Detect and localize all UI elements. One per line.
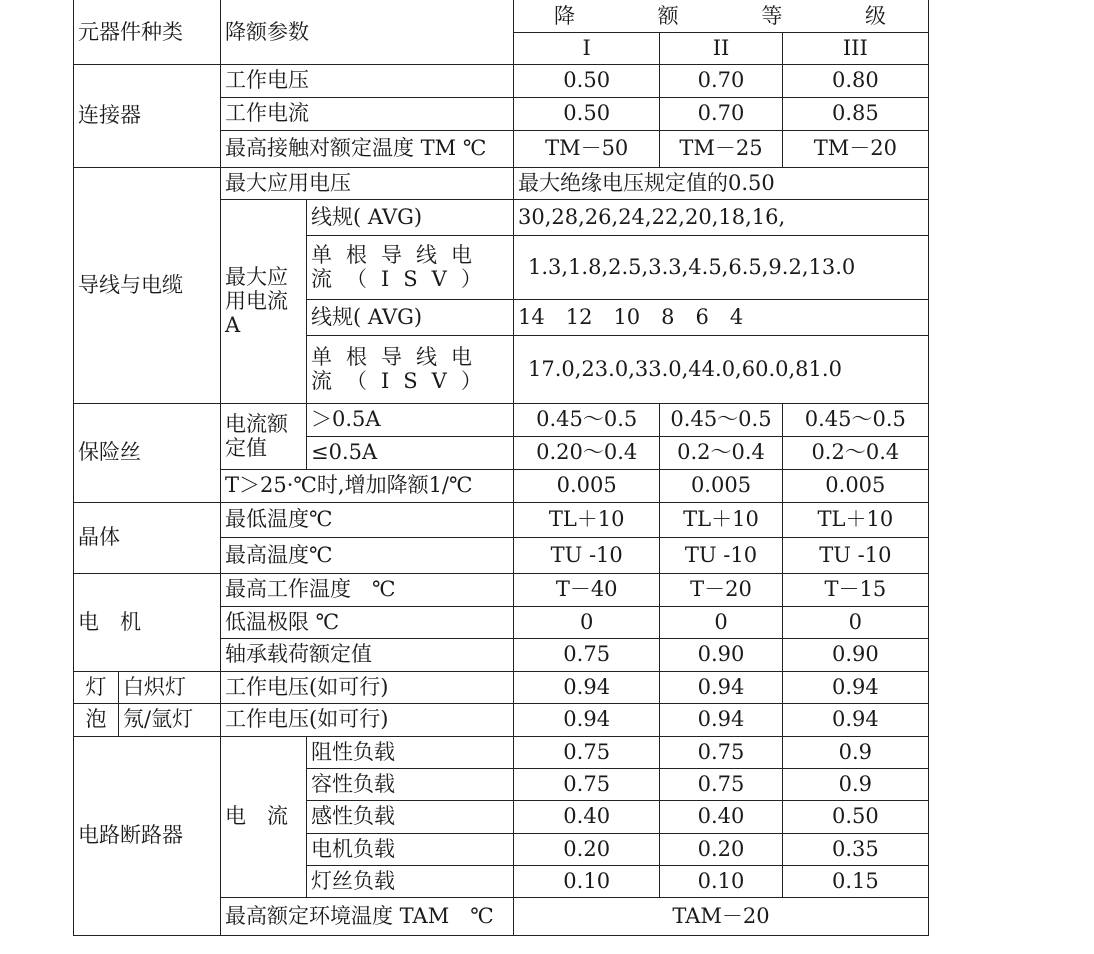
header-param: 降额参数 [221, 0, 514, 64]
value-cell: 0.9 [782, 736, 928, 768]
value-cell: 0.15 [782, 865, 928, 897]
value-cell: 0.45～0.5 [514, 403, 660, 436]
header-level-1: I [514, 32, 660, 64]
category-fuse: 保险丝 [74, 403, 221, 502]
value-cell: 0.70 [660, 97, 782, 130]
value-cell: TU -10 [782, 537, 928, 573]
value-cell: TU -10 [514, 537, 660, 573]
category-connector: 连接器 [74, 64, 221, 167]
param-cell: 工作电压 [221, 64, 514, 97]
category-crystal: 晶体 [74, 502, 221, 573]
param-cell: 最高工作温度 ℃ [221, 573, 514, 606]
value-cell: 0.005 [782, 469, 928, 502]
param-cell: 容性负载 [307, 768, 514, 800]
value-cell: TM－25 [660, 130, 782, 167]
value-cell: 0 [660, 606, 782, 638]
header-level-2: II [660, 32, 782, 64]
value-cell: 14 12 10 8 6 4 [514, 299, 929, 335]
category-breaker: 电路断路器 [74, 736, 221, 935]
param-cell: 最高接触对额定温度 TM ℃ [221, 130, 514, 167]
value-cell: 1.3,1.8,2.5,3.3,4.5,6.5,9.2,13.0 [514, 235, 929, 299]
param-cell: 灯丝负载 [307, 865, 514, 897]
value-cell: 0.94 [514, 671, 660, 703]
value-cell: 0.90 [660, 638, 782, 671]
value-cell: 0.85 [782, 97, 928, 130]
value-cell: 0.94 [782, 671, 928, 703]
category-motor: 电 机 [74, 573, 221, 671]
param-cell: 低温极限 ℃ [221, 606, 514, 638]
value-cell: TM－50 [514, 130, 660, 167]
category-lamp-bottom: 泡 [74, 703, 119, 736]
param-cell: 工作电压(如可行) [221, 703, 514, 736]
value-cell: 0.75 [660, 736, 782, 768]
value-cell: TL＋10 [514, 502, 660, 537]
value-cell: 0.94 [514, 703, 660, 736]
category-lamp-top: 灯 [74, 671, 119, 703]
value-cell: 0 [514, 606, 660, 638]
param-cell: 最高温度℃ [221, 537, 514, 573]
value-cell: 0.10 [514, 865, 660, 897]
value-cell: 0.50 [514, 97, 660, 130]
value-cell: 0.75 [514, 638, 660, 671]
value-cell: TM－20 [782, 130, 928, 167]
param-cell: ≤0.5A [307, 436, 514, 469]
value-cell: 0.2～0.4 [660, 436, 782, 469]
value-cell: TAM－20 [514, 897, 929, 935]
param-cell: 工作电流 [221, 97, 514, 130]
value-cell: 0.10 [660, 865, 782, 897]
value-cell: 0.50 [514, 64, 660, 97]
param-cell: 工作电压(如可行) [221, 671, 514, 703]
value-cell: T－15 [782, 573, 928, 606]
value-cell: T－20 [660, 573, 782, 606]
value-cell: 0.9 [782, 768, 928, 800]
value-cell: 0 [782, 606, 928, 638]
param-cell: 最大应用电压 [221, 167, 514, 199]
value-cell: 0.005 [514, 469, 660, 502]
value-cell: 0.2～0.4 [782, 436, 928, 469]
param-cell: 单根导线电流（ISV） [307, 235, 514, 299]
value-cell: 0.40 [514, 800, 660, 833]
value-cell: 0.75 [660, 768, 782, 800]
value-cell: 0.20～0.4 [514, 436, 660, 469]
fuse-rated-label: 电流额定值 [221, 403, 307, 469]
value-cell: 0.005 [660, 469, 782, 502]
value-cell: 0.40 [660, 800, 782, 833]
wire-max-current-label: 最大应用电流A [221, 199, 307, 403]
header-levels-title: 降 额 等 级 [514, 0, 929, 32]
value-cell: 最大绝缘电压规定值的0.50 [514, 167, 929, 199]
value-cell: 0.75 [514, 768, 660, 800]
param-cell: 单根导线电流（ISV） [307, 335, 514, 403]
value-cell: 0.35 [782, 833, 928, 865]
value-cell: 0.75 [514, 736, 660, 768]
value-cell: 0.20 [514, 833, 660, 865]
param-cell: 线规( AVG) [307, 299, 514, 335]
param-cell: 轴承载荷额定值 [221, 638, 514, 671]
value-cell: 0.20 [660, 833, 782, 865]
param-cell: 最低温度℃ [221, 502, 514, 537]
lamp-type: 白炽灯 [119, 671, 221, 703]
value-cell: 0.94 [660, 703, 782, 736]
value-cell: 0.90 [782, 638, 928, 671]
param-cell: 电机负载 [307, 833, 514, 865]
value-cell: 0.94 [660, 671, 782, 703]
value-cell: 30,28,26,24,22,20,18,16, [514, 199, 929, 235]
value-cell: 0.50 [782, 800, 928, 833]
value-cell: 0.70 [660, 64, 782, 97]
value-cell: 0.80 [782, 64, 928, 97]
value-cell: 17.0,23.0,33.0,44.0,60.0,81.0 [514, 335, 929, 403]
param-cell: ＞0.5A [307, 403, 514, 436]
param-cell: T＞25·℃时,增加降额1/℃ [221, 469, 514, 502]
value-cell: TL＋10 [782, 502, 928, 537]
lamp-type: 氖/氩灯 [119, 703, 221, 736]
value-cell: TL＋10 [660, 502, 782, 537]
value-cell: 0.94 [782, 703, 928, 736]
derating-table [73, 0, 929, 936]
param-cell: 感性负载 [307, 800, 514, 833]
value-cell: 0.45～0.5 [782, 403, 928, 436]
header-category: 元器件种类 [74, 0, 221, 64]
value-cell: T－40 [514, 573, 660, 606]
param-cell: 阻性负载 [307, 736, 514, 768]
category-wire: 导线与电缆 [74, 167, 221, 403]
value-cell: TU -10 [660, 537, 782, 573]
breaker-current-label: 电 流 [221, 736, 307, 897]
header-level-3: III [782, 32, 928, 64]
param-cell: 线规( AVG) [307, 199, 514, 235]
value-cell: 0.45～0.5 [660, 403, 782, 436]
param-cell: 最高额定环境温度 TAM ℃ [221, 897, 514, 935]
